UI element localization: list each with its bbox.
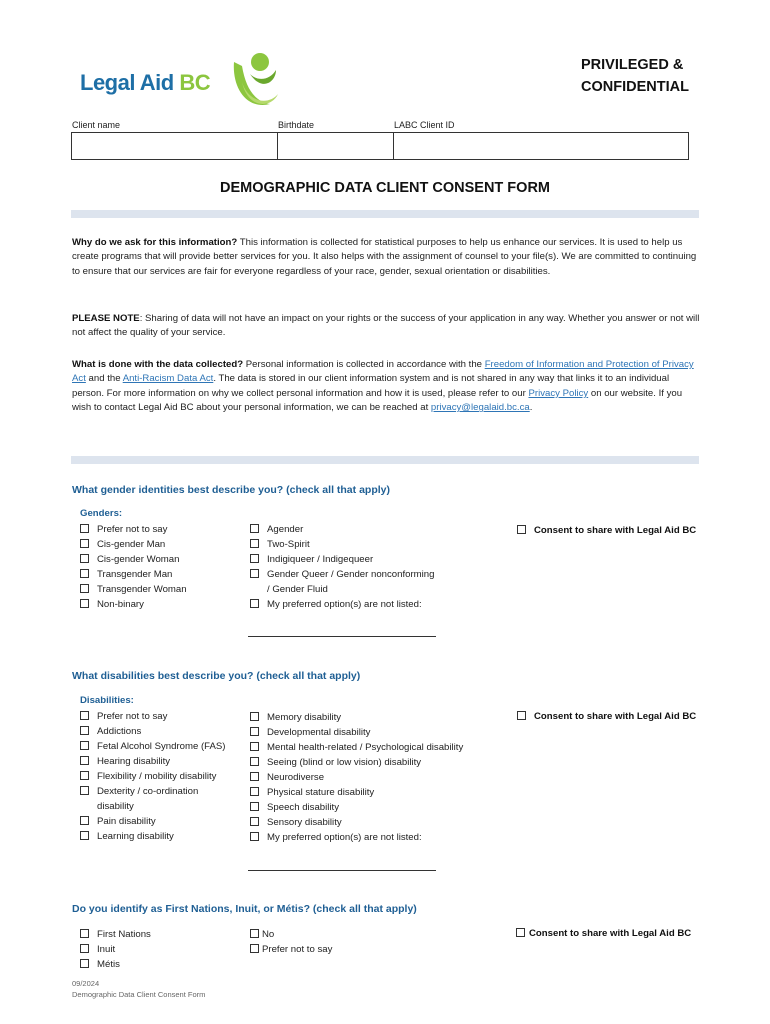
checkbox[interactable] [80, 539, 89, 548]
option-label: Métis [97, 959, 120, 970]
option-row[interactable] [80, 942, 151, 957]
disability-col2 [250, 710, 463, 845]
checkbox[interactable] [250, 524, 259, 533]
client-name-label: Client name [72, 120, 121, 130]
option-row[interactable] [80, 829, 226, 844]
checkbox[interactable] [250, 554, 259, 563]
option-row[interactable] [80, 597, 187, 612]
section-divider [71, 210, 699, 218]
logo-text-accent: BC [179, 70, 211, 95]
checkbox[interactable] [250, 817, 259, 826]
option-row[interactable] [250, 740, 463, 755]
option-label: Mental health-related / Psychological disability [267, 742, 464, 753]
data-use-text-2: and the [85, 373, 123, 385]
option-label: Gender Queer / Gender nonconforming [267, 569, 435, 580]
why-heading: Why do we ask for this information? [72, 237, 238, 248]
checkbox[interactable] [250, 742, 259, 751]
option-label: Neurodiverse [267, 772, 325, 783]
consent-checkbox[interactable] [517, 525, 526, 534]
consent-label: Consent to share with Legal Aid BC [534, 711, 697, 722]
option-label: Flexibility / mobility disability [97, 771, 217, 782]
why-text: This information is collected for statistical purposes to help us enhance our services. It is used to help us create programs that will provide better services for you. It also helps with the assignment of counsel to your file(s). We are committed to continuing to ensure that our services are fair for everyone regardless of your race, gender, sexual orientation or disabilities. [72, 237, 697, 277]
checkbox[interactable] [80, 929, 89, 938]
disability-col1 [80, 709, 226, 844]
option-row[interactable] [250, 927, 332, 942]
checkbox[interactable] [80, 599, 89, 608]
checkbox[interactable] [80, 741, 89, 750]
gender-consent[interactable] [517, 525, 696, 536]
option-row[interactable] [250, 597, 434, 612]
option-label: Developmental disability [267, 727, 371, 738]
option-row[interactable] [250, 785, 463, 800]
checkbox[interactable] [250, 757, 259, 766]
option-row[interactable] [80, 739, 226, 754]
indigenous-consent[interactable] [516, 928, 691, 939]
checkbox[interactable] [250, 802, 259, 811]
option-row[interactable] [80, 957, 151, 972]
option-row[interactable] [250, 567, 434, 582]
privacy-policy-link[interactable]: Privacy Policy [528, 387, 589, 399]
option-label: Indigiqueer / Indigequeer [267, 554, 374, 565]
option-row[interactable] [250, 815, 463, 830]
option-label: My preferred option(s) are not listed: [267, 599, 422, 610]
footer-form-name: Demographic Data Client Consent Form [72, 990, 206, 999]
disability-consent[interactable] [517, 711, 696, 722]
option-label: Prefer not to say [97, 711, 168, 722]
checkbox[interactable] [250, 772, 259, 781]
option-label: Hearing disability [97, 756, 171, 767]
option-row[interactable] [250, 552, 434, 567]
privileged-confidential-label [581, 54, 689, 98]
option-row[interactable] [80, 567, 187, 582]
option-label: Cis-gender Man [97, 539, 166, 550]
checkbox[interactable] [80, 584, 89, 593]
form-title: DEMOGRAPHIC DATA CLIENT CONSENT FORM [220, 180, 550, 196]
checkbox[interactable] [80, 711, 89, 720]
option-row[interactable] [80, 537, 187, 552]
section-divider [71, 456, 699, 464]
option-label: Prefer not to say [97, 524, 168, 535]
genders-group-label: Genders: [80, 508, 123, 519]
option-row[interactable] [80, 709, 226, 724]
gender-col2 [250, 522, 434, 612]
gender-question: What gender identities best describe you? (check all that apply) [72, 484, 390, 496]
note-text: : Sharing of data will not have an impact on your rights or the success of your application in any way. Whether you answer or not will not affect the quality of your service. [72, 313, 700, 339]
option-label: My preferred option(s) are not listed: [267, 832, 422, 843]
option-label: Transgender Man [97, 569, 173, 580]
data-use-text-5: . [529, 402, 533, 414]
logo-wordmark [80, 70, 210, 96]
option-row[interactable] [250, 800, 463, 815]
option-label: Transgender Woman [97, 584, 187, 595]
birthdate-label: Birthdate [278, 120, 315, 130]
option-row[interactable] [80, 724, 226, 739]
note-heading: PLEASE NOTE [72, 313, 140, 324]
option-row[interactable] [250, 770, 463, 785]
logo-text-main: Legal Aid [80, 70, 174, 95]
data-use-heading: What is done with the data collected? [72, 359, 244, 370]
option-row[interactable] [80, 522, 187, 537]
checkbox[interactable] [250, 944, 259, 953]
privileged-line-1: PRIVILEGED & [581, 57, 684, 73]
disability-question: What disabilities best describe you? (check all that apply) [72, 670, 361, 682]
client-id-label: LABC Client ID [394, 120, 455, 130]
option-row[interactable] [250, 725, 463, 740]
option-row[interactable] [80, 784, 226, 799]
option-label: Fetal Alcohol Syndrome (FAS) [97, 741, 226, 752]
option-label: Memory disability [267, 712, 342, 723]
indigenous-col1 [80, 927, 151, 972]
data-use-text-4: on our website. If you wish to contact Legal Aid BC about your personal information, we can be reached at [72, 387, 683, 414]
option-label: Non-binary [97, 599, 144, 610]
indigenous-col2 [250, 927, 332, 957]
birthdate-field[interactable] [277, 132, 394, 160]
checkbox[interactable] [80, 756, 89, 765]
gender-col1 [80, 522, 187, 612]
consent-checkbox[interactable] [516, 928, 525, 937]
checkbox[interactable] [250, 539, 259, 548]
data-use-text-3: . The data is stored in our client information system and is not shared in any way that links it to an individual person. For more information on why we collect personal information and how it is used, please refer to our [72, 373, 670, 399]
checkbox[interactable] [250, 787, 259, 796]
option-row[interactable] [80, 814, 226, 829]
option-label: Dexterity / co-ordination [97, 786, 199, 797]
checkbox[interactable] [250, 832, 259, 841]
foippa-link[interactable]: Freedom of Information and Protection of Privacy Act [72, 359, 694, 385]
option-row-continuation [250, 582, 434, 597]
checkbox[interactable] [80, 726, 89, 735]
option-label: disability [97, 801, 134, 812]
option-row[interactable] [250, 710, 463, 725]
option-label: Cis-gender Woman [97, 554, 180, 565]
checkbox[interactable] [80, 554, 89, 563]
why-paragraph [72, 236, 702, 279]
anti-racism-act-link[interactable]: Anti-Racism Data Act [122, 373, 214, 385]
checkbox[interactable] [250, 712, 259, 721]
gender-other-write-in-line[interactable] [248, 636, 436, 637]
option-row[interactable] [250, 942, 332, 957]
option-label: / Gender Fluid [267, 584, 328, 595]
option-row-continuation [80, 799, 226, 814]
option-label: Speech disability [267, 802, 339, 813]
consent-checkbox[interactable] [517, 711, 526, 720]
consent-label: Consent to share with Legal Aid BC [529, 928, 692, 939]
option-row[interactable] [80, 754, 226, 769]
option-label: No [262, 929, 275, 940]
checkbox[interactable] [80, 816, 89, 825]
option-row[interactable] [80, 927, 151, 942]
privileged-line-2: CONFIDENTIAL [581, 79, 689, 95]
checkbox[interactable] [80, 524, 89, 533]
note-paragraph [72, 312, 702, 341]
option-label: Two-Spirit [267, 539, 310, 550]
client-id-field[interactable] [393, 132, 689, 160]
option-row[interactable] [250, 522, 434, 537]
option-label: Physical stature disability [267, 787, 375, 798]
option-label: Seeing (blind or low vision) disability [267, 757, 422, 768]
checkbox[interactable] [80, 786, 89, 795]
option-label: Inuit [97, 944, 116, 955]
indigenous-question: Do you identify as First Nations, Inuit, or Métis? (check all that apply) [72, 903, 417, 915]
checkbox[interactable] [250, 929, 259, 938]
option-row[interactable] [80, 582, 187, 597]
checkbox[interactable] [250, 727, 259, 736]
checkbox[interactable] [250, 599, 259, 608]
option-row[interactable] [80, 552, 187, 567]
legal-aid-leaf-logo-icon [228, 52, 280, 112]
data-use-paragraph [72, 358, 702, 416]
option-row[interactable] [250, 830, 463, 845]
page-footer [72, 978, 205, 1000]
option-label: Pain disability [97, 816, 156, 827]
privacy-email-link[interactable]: privacy@legalaid.bc.ca [430, 402, 530, 414]
checkbox[interactable] [80, 944, 89, 953]
option-label: Learning disability [97, 831, 174, 842]
consent-label: Consent to share with Legal Aid BC [534, 525, 697, 536]
disability-other-write-in-line[interactable] [248, 870, 436, 871]
option-label: First Nations [97, 929, 151, 940]
option-row[interactable] [80, 769, 226, 784]
option-label: Prefer not to say [262, 944, 333, 955]
disabilities-group-label: Disabilities: [80, 695, 134, 706]
option-label: Agender [267, 524, 304, 535]
footer-date: 09/2024 [72, 979, 100, 988]
option-label: Addictions [97, 726, 142, 737]
option-row[interactable] [250, 755, 463, 770]
checkbox[interactable] [80, 569, 89, 578]
checkbox[interactable] [80, 831, 89, 840]
client-name-field[interactable] [71, 132, 278, 160]
option-label: Sensory disability [267, 817, 342, 828]
checkbox[interactable] [80, 771, 89, 780]
option-row[interactable] [250, 537, 434, 552]
data-use-text-1: Personal information is collected in accordance with the [243, 359, 485, 370]
checkbox[interactable] [250, 569, 259, 578]
checkbox[interactable] [80, 959, 89, 968]
